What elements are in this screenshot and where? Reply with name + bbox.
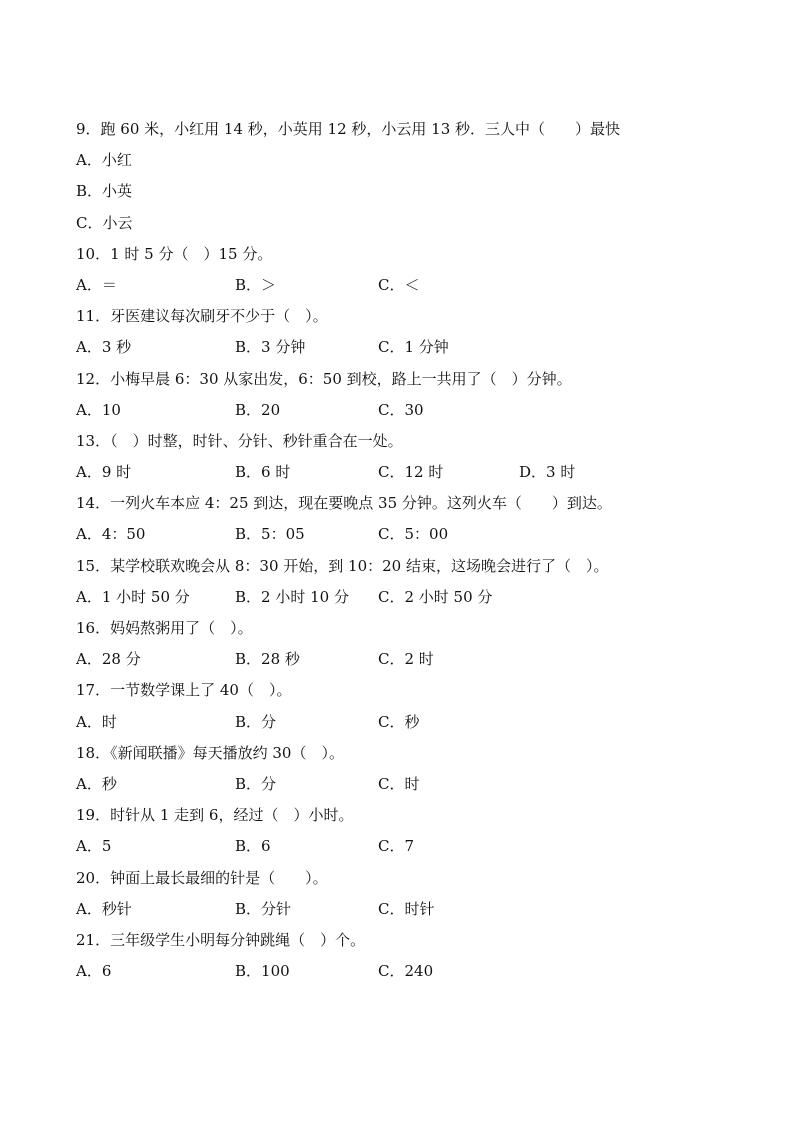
question-11-option-c: C．1 分钟 bbox=[378, 338, 449, 357]
question-12-option-c: C．30 bbox=[378, 400, 424, 419]
question-9-option-c: C．小云 bbox=[76, 213, 133, 232]
question-15-option-b: B．2 小时 10 分 bbox=[235, 587, 349, 606]
question-17-options bbox=[76, 707, 756, 738]
question-18-option-b: B．分 bbox=[235, 774, 277, 793]
question-13-option-a: A．9 时 bbox=[76, 463, 132, 482]
question-list bbox=[76, 114, 756, 987]
question-stem-16: 16．妈妈熬粥用了（ ）。 bbox=[76, 619, 253, 637]
question-19-options bbox=[76, 831, 756, 862]
question-11-option-a: A．3 秒 bbox=[76, 338, 132, 357]
question-14-option-c: C．5：00 bbox=[378, 525, 449, 544]
question-19-option-a: A．5 bbox=[76, 837, 112, 856]
question-stem-17: 17．一节数学课上了 40（ ）。 bbox=[76, 681, 292, 700]
question-16-options bbox=[76, 644, 756, 675]
question-stem-21: 21．三年级学生小明每分钟跳绳（ ）个。 bbox=[76, 930, 366, 949]
question-10-options bbox=[76, 270, 756, 301]
question-stem-19: 19．时针从 1 走到 6，经过（ ）小时。 bbox=[76, 806, 354, 825]
question-21-option-c: C．240 bbox=[378, 962, 434, 981]
question-stem-13: 13．（ ）时整，时针、分针、秒针重合在一处。 bbox=[76, 431, 403, 450]
question-15-option-c: C．2 小时 50 分 bbox=[378, 587, 493, 606]
question-stem-9: 9．跑 60 米，小红用 14 秒，小英用 12 秒，小云用 13 秒．三人中（ ）最快 bbox=[76, 120, 621, 138]
question-21-options bbox=[76, 956, 756, 987]
question-12-option-a: A．10 bbox=[76, 400, 121, 419]
question-11-options bbox=[76, 332, 756, 363]
question-16-option-c: C．2 时 bbox=[378, 650, 434, 669]
question-19-option-b: B．6 bbox=[235, 837, 271, 856]
question-9-option-a: A．小红 bbox=[76, 151, 132, 170]
question-20-options bbox=[76, 894, 756, 925]
question-13-options bbox=[76, 457, 756, 488]
question-16-option-b: B．28 秒 bbox=[235, 650, 300, 669]
question-10-option-c: C．＜ bbox=[378, 275, 420, 294]
question-stem-12: 12．小梅早晨 6：30 从家出发，6：50 到校，路上一共用了（ ）分钟。 bbox=[76, 369, 572, 388]
question-15-option-a: A．1 小时 50 分 bbox=[76, 587, 190, 606]
question-18-option-c: C．时 bbox=[378, 774, 420, 793]
question-13-option-d: D．3 时 bbox=[519, 463, 576, 482]
question-20-option-c: C．时针 bbox=[378, 899, 435, 918]
question-16-option-a: A．28 分 bbox=[76, 650, 141, 669]
question-13-option-b: B．6 时 bbox=[235, 463, 291, 482]
question-10-option-a: A．＝ bbox=[76, 275, 117, 294]
question-12-option-b: B．20 bbox=[235, 400, 281, 419]
question-stem-14: 14．一列火车本应 4：25 到达，现在要晚点 35 分钟。这列火车（ ）到达。 bbox=[76, 494, 612, 513]
question-stem-18: 18．《新闻联播》每天播放约 30（ ）。 bbox=[76, 743, 344, 762]
question-stem-10: 10．1 时 5 分（ ）15 分。 bbox=[76, 244, 273, 263]
question-10-option-b: B．＞ bbox=[235, 275, 277, 294]
question-14-option-b: B．5：05 bbox=[235, 525, 305, 544]
question-12-options bbox=[76, 395, 756, 426]
question-stem-15: 15．某学校联欢晚会从 8：30 开始，到 10：20 结束，这场晚会进行了（ ）。 bbox=[76, 556, 609, 575]
question-19-option-c: C．7 bbox=[378, 837, 415, 856]
question-17-option-a: A．时 bbox=[76, 712, 117, 731]
question-stem-20: 20．钟面上最长最细的针是（ ）。 bbox=[76, 868, 328, 887]
question-14-options bbox=[76, 519, 756, 550]
question-21-option-b: B．100 bbox=[235, 962, 290, 981]
question-20-option-b: B．分针 bbox=[235, 899, 292, 918]
question-9-option-b: B．小英 bbox=[76, 182, 133, 201]
question-11-option-b: B．3 分钟 bbox=[235, 338, 306, 357]
question-stem-11: 11．牙医建议每次刷牙不少于（ ）。 bbox=[76, 307, 328, 326]
question-18-options bbox=[76, 769, 756, 800]
question-13-option-c: C．12 时 bbox=[378, 463, 444, 482]
question-17-option-b: B．分 bbox=[235, 712, 277, 731]
question-18-option-a: A．秒 bbox=[76, 774, 117, 793]
question-15-options bbox=[76, 582, 756, 613]
question-14-option-a: A．4：50 bbox=[76, 525, 146, 544]
question-17-option-c: C．秒 bbox=[378, 712, 420, 731]
question-20-option-a: A．秒针 bbox=[76, 899, 132, 918]
question-21-option-a: A．6 bbox=[76, 962, 112, 981]
